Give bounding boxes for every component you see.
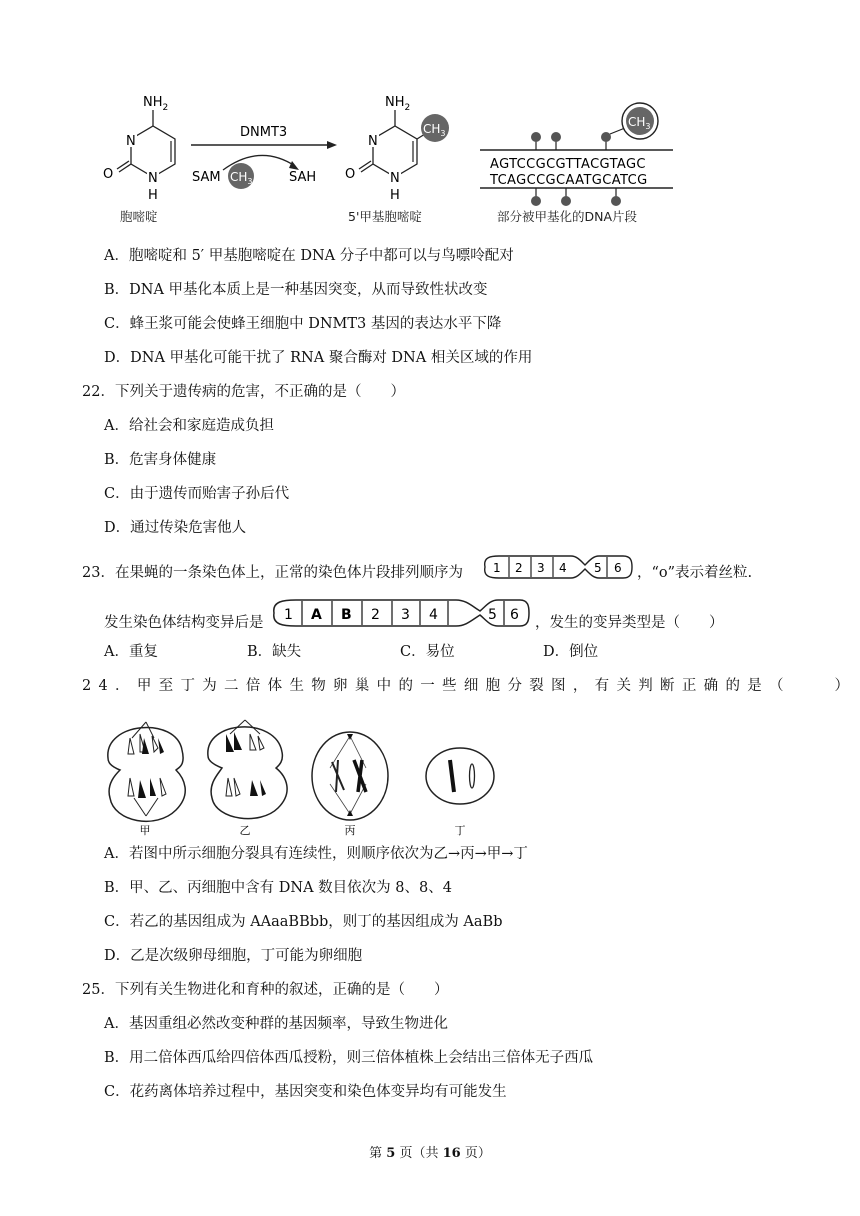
q22-option-b: B．危害身体健康 [104,452,217,468]
cell-jia [108,722,185,821]
cell-label-jia: 甲 [139,824,151,837]
q21-option-b: B．DNA 甲基化本质上是一种基因突变，从而导致性状改变 [104,282,488,298]
svg-text:O: O [103,167,114,182]
q23-option-d: D．倒位 [543,644,599,660]
svg-text:NH2: $NH_2$ [143,95,169,113]
svg-text:H: H [148,188,158,203]
svg-text:6: 6 [510,607,519,623]
q22-option-d: D．通过传染危害他人 [104,520,247,536]
q21-option-c: C．蜂王浆可能会使蜂王细胞中 DNMT3 基因的表达水平下降 [104,316,502,332]
cytosine-structure [103,95,175,224]
svg-text:SAH: SAH [289,170,317,185]
mutant-chromosome-diagram [270,596,532,630]
svg-text:N: N [126,134,136,149]
svg-text:4: 4 [429,607,438,623]
dna-fragment-label: 部分被甲基化的DNA片段 [497,209,638,224]
q21-option-a: A．胞嘧啶和 5′ 甲基胞嘧啶在 DNA 分子中都可以与鸟嘌呤配对 [104,248,514,264]
q25-option-a: A．基因重组必然改变种群的基因频率，导致生物进化 [104,1016,448,1032]
svg-text:SAM: SAM [192,170,221,185]
q21-option-d: D．DNA 甲基化可能干扰了 RNA 聚合酶对 DNA 相关区域的作用 [104,350,533,366]
q24-stem: 24．甲至丁为二倍体生物卵巢中的一些细胞分裂图，有关判断正确的是（ ） [82,678,857,694]
svg-text:1: 1 [284,607,293,623]
cell-label-bing: 丙 [344,824,356,837]
svg-text:CH3: $CH_3$ [628,115,651,131]
svg-text:1: 1 [493,561,501,575]
q23-option-a: A．重复 [104,644,158,660]
q23-option-c: C．易位 [400,644,455,660]
svg-text:2: 2 [371,607,380,623]
q22-stem: 22．下列关于遗传病的危害，不正确的是（ ） [82,384,405,400]
page-total: 16 [442,1146,461,1161]
svg-text:5: 5 [488,607,497,623]
cell-label-yi: 乙 [239,824,251,837]
dna-methylation-figure [95,88,685,233]
svg-text:3: 3 [401,607,410,623]
svg-text:N: N [390,171,400,186]
methylcytosine-label: 5'甲基胞嘧啶 [348,209,422,224]
svg-text:3: 3 [537,561,545,575]
enzyme-label: DNMT3 [240,125,288,140]
page-number: 5 [386,1146,396,1161]
cell-division-figure [100,708,510,838]
q23-stem-line2-part1: 发生染色体结构变异后是 [104,615,264,631]
q23-stem-line2-part2: ，发生的变异类型是（ ） [535,615,724,631]
svg-text:4: 4 [559,561,567,575]
q24-option-b: B．甲、乙、丙细胞中含有 DNA 数目依次为 8、8、4 [104,880,452,896]
svg-text:NH2: $NH_2$ [385,95,411,113]
q22-option-a: A．给社会和家庭造成负担 [104,418,274,434]
methylcytosine-structure [345,95,449,224]
svg-text:6: 6 [614,561,622,575]
cell-bing [312,732,388,820]
q24-option-c: C．若乙的基因组成为 AAaaBBbb，则丁的基因组成为 AaBb [104,914,503,930]
svg-text:A: A [311,607,322,623]
svg-text:O: O [345,167,356,182]
svg-text:2: 2 [515,561,523,575]
dna-strand-top: AGTCCGCGTTACGTAGC [490,157,646,172]
q22-option-c: C．由于遗传而贻害子孙后代 [104,486,290,502]
svg-text:N: N [148,171,158,186]
q23-stem-part2: ，“o”表示着丝粒. [637,565,753,581]
q25-option-b: B．用二倍体西瓜给四倍体西瓜授粉，则三倍体植株上会结出三倍体无子西瓜 [104,1050,594,1066]
svg-text:CH3: $CH_3$ [230,170,253,186]
svg-text:N: N [368,134,378,149]
reaction-arrow [191,125,337,189]
normal-chromosome-diagram [479,553,635,581]
cell-label-ding: 丁 [454,824,466,837]
q25-stem: 25．下列有关生物进化和育种的叙述，正确的是（ ） [82,982,449,998]
svg-text:H: H [390,188,400,203]
svg-text:CH3: $CH_3$ [423,122,446,138]
cell-yi [208,720,287,819]
nh2-label: NH [143,95,163,110]
q23-stem-part1: 23．在果蝇的一条染色体上，正常的染色体片段排列顺序为 [82,565,463,581]
cytosine-label: 胞嘧啶 [120,209,158,224]
q23-option-b: B．缺失 [247,644,302,660]
q25-option-c: C．花药离体培养过程中，基因突变和染色体变异均有可能发生 [104,1084,507,1100]
svg-text:5: 5 [594,561,602,575]
q24-option-a: A．若图中所示细胞分裂具有连续性，则顺序依次为乙→丙→甲→丁 [104,846,528,862]
q24-option-d: D．乙是次级卵母细胞，丁可能为卵细胞 [104,948,363,964]
cell-ding [426,748,494,804]
dna-strand-bottom: TCAGCCGCAATGCATCG [490,173,648,188]
dna-fragment [480,103,673,224]
page-footer: 第 5 页（共 16 页） [369,1146,491,1161]
svg-text:B: B [341,607,352,623]
